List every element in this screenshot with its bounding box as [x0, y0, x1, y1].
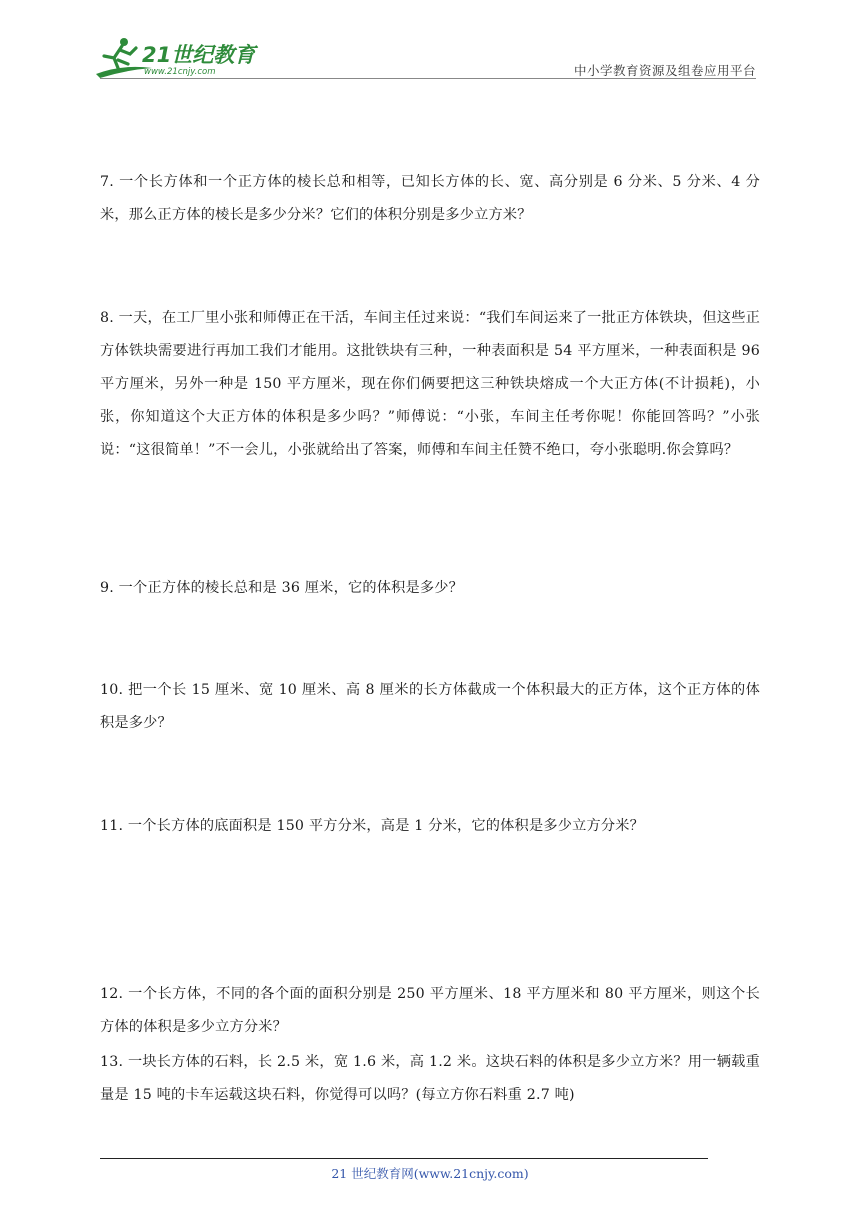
- platform-name: 中小学教育资源及组卷应用平台: [573, 63, 756, 78]
- question-text: 一个正方体的棱长总和是 36 厘米，它的体积是多少？: [118, 580, 464, 596]
- question-13: [100, 1046, 760, 1112]
- question-number: 7.: [100, 174, 114, 190]
- question-11: [100, 810, 760, 843]
- question-9: [100, 572, 760, 605]
- question-text: 一天，在工厂里小张和师傅正在干活，车间主任过来说：“我们车间运来了一批正方体铁块，但这些正方体铁块需要进行再加工我们才能用。这批铁块有三种，一种表面积是 54 平方厘米，一种表面积是 96 平方厘米，另外一种是 150 平方厘米，现在你们俩要把这三种铁块熔成一个大正方体(不计损耗)，小张，你知道这个大正方体的体积是多少吗？”师傅说：“小张，车间主任考你呢！你能回答吗？”小张说：“这很简单！”不一会儿，小张就给出了答案，师傅和车间主任赞不绝口，夸小张聪明.你会算吗？: [100, 310, 760, 458]
- question-7: [100, 166, 760, 232]
- svg-text:www.21cnjy.com: www.21cnjy.com: [144, 67, 216, 77]
- svg-text:21世纪教育: 21世纪教育: [142, 43, 256, 67]
- footer-site-link[interactable]: 21 世纪教育网(www.21cnjy.com): [331, 1166, 529, 1181]
- question-text: 一个长方体和一个正方体的棱长总和相等，已知长方体的长、宽、高分别是 6 分米、5 分米、4 分米，那么正方体的棱长是多少分米？它们的体积分别是多少立方米？: [100, 174, 760, 223]
- question-number: 9.: [100, 580, 114, 596]
- footer-divider: [100, 1158, 708, 1159]
- question-10: [100, 674, 760, 740]
- runner-logo-icon: [92, 34, 262, 80]
- header-divider: [100, 78, 756, 79]
- page-header: [0, 0, 860, 90]
- site-logo: [92, 34, 262, 80]
- question-number: 13.: [100, 1054, 124, 1070]
- question-12: [100, 978, 760, 1044]
- question-text: 一个长方体的底面积是 150 平方分米，高是 1 分米，它的体积是多少立方分米？: [127, 818, 645, 834]
- question-number: 11.: [100, 818, 124, 834]
- question-number: 8.: [100, 310, 114, 326]
- question-8: [100, 302, 760, 467]
- question-number: 12.: [100, 986, 124, 1002]
- question-text: 把一个长 15 厘米、宽 10 厘米、高 8 厘米的长方体截成一个体积最大的正方体，这个正方体的体积是多少？: [100, 682, 760, 731]
- question-text: 一块长方体的石料，长 2.5 米，宽 1.6 米，高 1.2 米。这块石料的体积是多少立方米？用一辆载重量是 15 吨的卡车运载这块石料，你觉得可以吗？(每立方你石料重 2.7 吨): [100, 1054, 760, 1103]
- question-number: 10.: [100, 682, 124, 698]
- question-text: 一个长方体，不同的各个面的面积分别是 250 平方厘米、18 平方厘米和 80 平方厘米，则这个长方体的体积是多少立方分米？: [100, 986, 760, 1035]
